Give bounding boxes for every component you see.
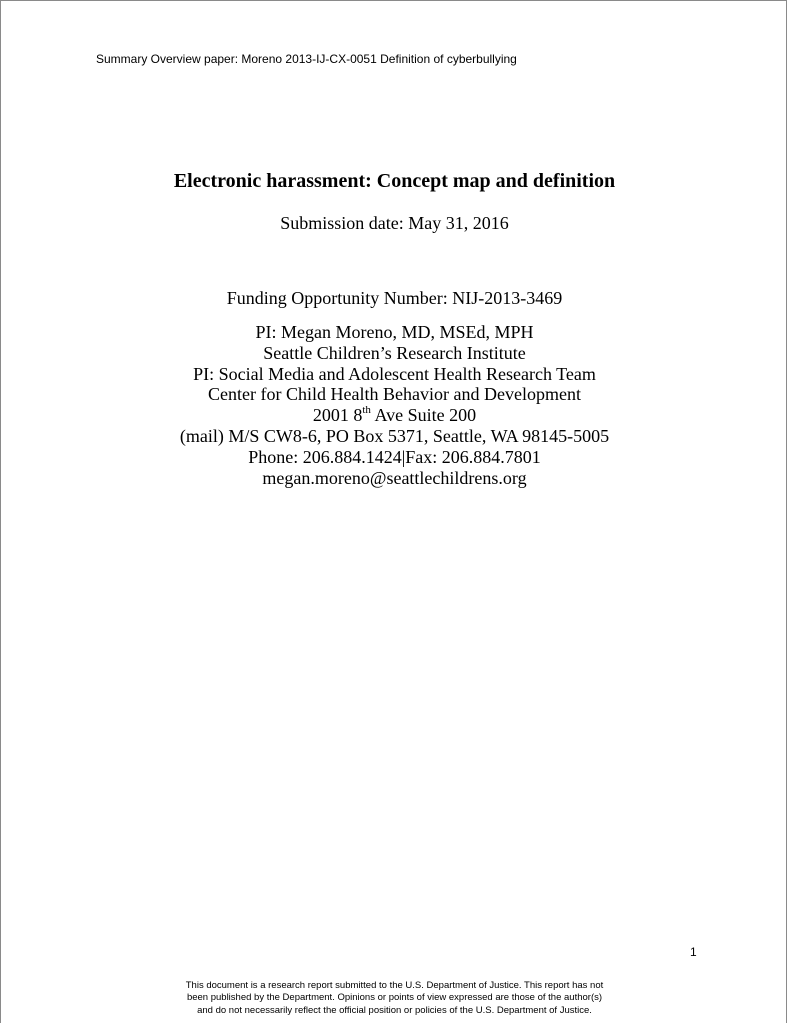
center-name: Center for Child Health Behavior and Development xyxy=(208,384,581,405)
document-title: Electronic harassment: Concept map and definition xyxy=(173,170,616,192)
street-address xyxy=(1,405,787,426)
team-name: PI: Social Media and Adolescent Health Research Team xyxy=(193,363,596,384)
page-number: 1 xyxy=(690,945,697,959)
address-rest: Ave Suite 200 xyxy=(370,405,477,426)
address-number: 2001 8 xyxy=(312,405,363,426)
running-header: Summary Overview paper: Moreno 2013-IJ-CX-0051 Definition of cyberbullying xyxy=(96,52,517,66)
funding-number: Funding Opportunity Number: NIJ-2013-3469 xyxy=(226,288,563,308)
email-address: megan.moreno@seattlechildrens.org xyxy=(262,467,527,488)
contact-block xyxy=(1,322,787,488)
institute-name: Seattle Children’s Research Institute xyxy=(263,342,526,363)
address-ordinal: th xyxy=(362,404,371,417)
disclaimer-footer xyxy=(1,980,787,1017)
mail-address: (mail) M/S CW8-6, PO Box 5371, Seattle, WA 98145-5005 xyxy=(179,425,610,446)
footer-line: This document is a research report submitted to the U.S. Department of Justice. This report has not xyxy=(185,980,604,991)
pi-name: PI: Megan Moreno, MD, MSEd, MPH xyxy=(255,322,534,342)
footer-line: and do not necessarily reflect the official position or policies of the U.S. Department of Justice. xyxy=(197,1004,592,1016)
submission-date: Submission date: May 31, 2016 xyxy=(280,213,509,233)
footer-line: been published by the Department. Opinions or points of view expressed are those of the author(s) xyxy=(186,992,603,1004)
phone-fax: Phone: 206.884.1424|Fax: 206.884.7801 xyxy=(248,446,541,467)
